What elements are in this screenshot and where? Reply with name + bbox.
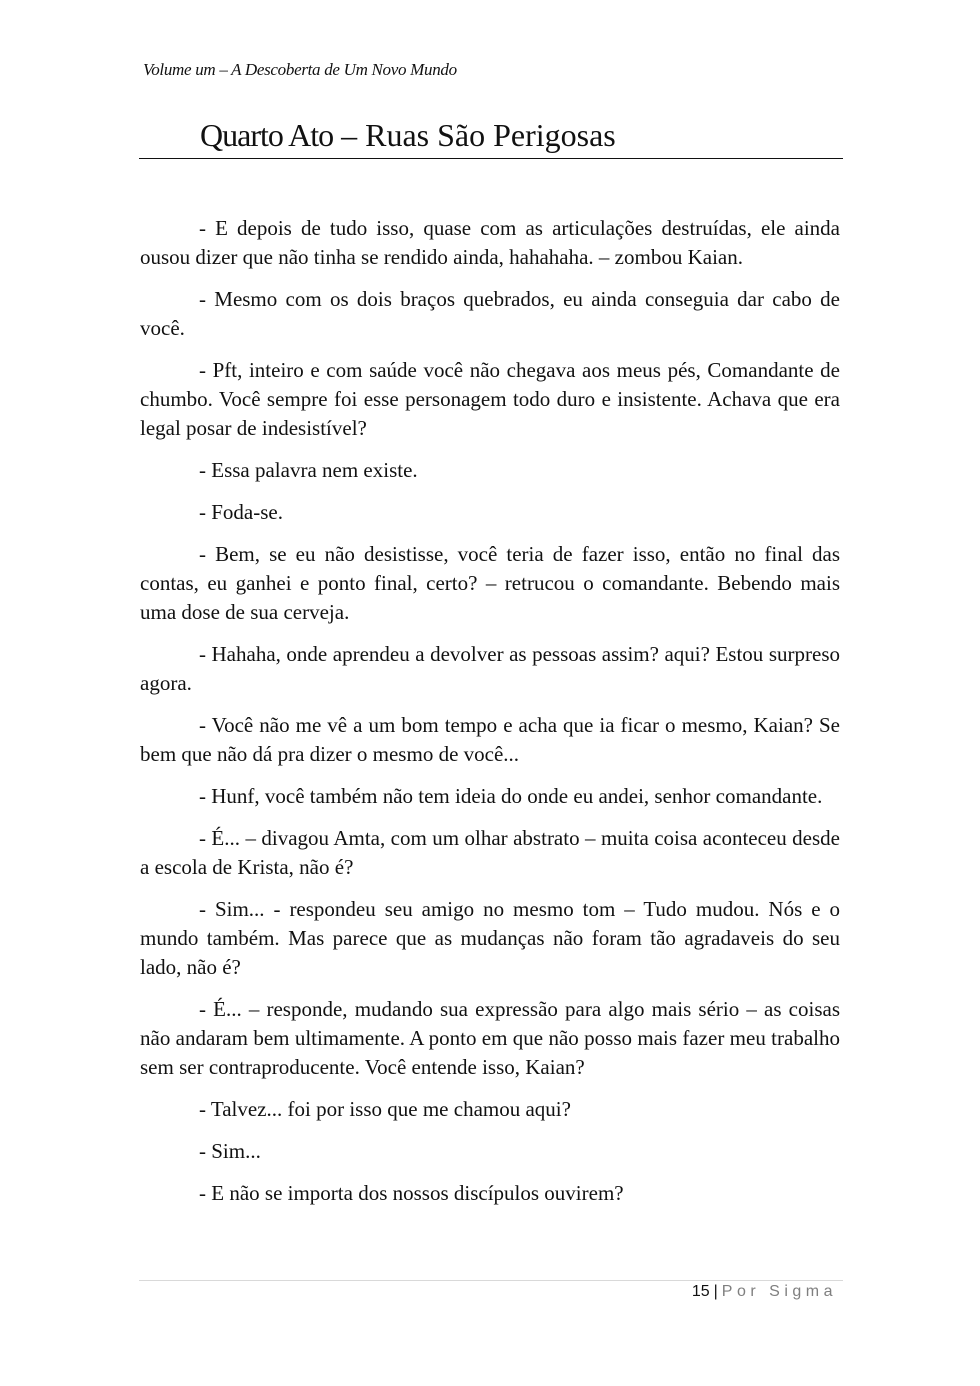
paragraph: - Bem, se eu não desistisse, você teria de fazer isso, então no final das contas, eu ganhei e ponto final, certo? – retrucou o comandante. Bebendo mais uma dose de sua cerveja. [140,542,840,624]
paragraph: - Pft, inteiro e com saúde você não chegava aos meus pés, Comandante de chumbo. Você sempre foi esse personagem todo duro e insistente. Achava que era legal posar de indesistível? [140,358,840,440]
paragraph: - E não se importa dos nossos discípulos ouvirem? [199,1181,624,1205]
page-number: 15 [691,1283,710,1300]
running-header: Volume um – A Descoberta de Um Novo Mundo [143,60,457,79]
paragraph: - Hunf, você também não tem ideia do onde eu andei, senhor comandante. [199,784,823,808]
paragraph: - Essa palavra nem existe. [199,458,418,482]
chapter-name: Ruas São Perigosas [365,117,616,153]
footer-separator: | [713,1283,718,1300]
chapter-title [200,117,616,154]
paragraph: - Sim... [199,1139,261,1163]
paragraph: - Hahaha, onde aprendeu a devolver as pessoas assim? aqui? Estou surpreso agora. [140,642,840,695]
footer-author: Por Sigma [721,1283,837,1300]
paragraph: - Você não me vê a um bom tempo e acha que ia ficar o mesmo, Kaian? Se bem que não dá pra dizer o mesmo de você... [140,713,840,766]
page-footer [692,1283,837,1301]
paragraph: - É... – divagou Amta, com um olhar abstrato – muita coisa aconteceu desde a escola de Krista, não é? [140,826,840,879]
chapter-act: Quarto Ato [200,117,334,153]
paragraph: - Mesmo com os dois braços quebrados, eu ainda conseguia dar cabo de você. [140,287,840,340]
paragraph: - Talvez... foi por isso que me chamou aqui? [199,1097,571,1121]
paragraph: - Foda-se. [199,500,283,524]
body-text [140,214,840,1221]
chapter-title-dash: – [333,117,366,153]
footer-divider [139,1280,843,1281]
paragraph: - É... – responde, mudando sua expressão para algo mais sério – as coisas não andaram bem ultimamente. A ponto em que não posso mais fazer meu trabalho sem ser contraproducente. Você entende isso, Kaian? [140,997,840,1079]
paragraph: - Sim... - respondeu seu amigo no mesmo tom – Tudo mudou. Nós e o mundo também. Mas parece que as mudanças não foram tão agradaveis do seu lado, não é? [140,897,840,979]
title-underline [139,158,843,159]
paragraph: - E depois de tudo isso, quase com as articulações destruídas, ele ainda ousou dizer que não tinha se rendido ainda, hahahaha. – zombou Kaian. [140,216,840,269]
